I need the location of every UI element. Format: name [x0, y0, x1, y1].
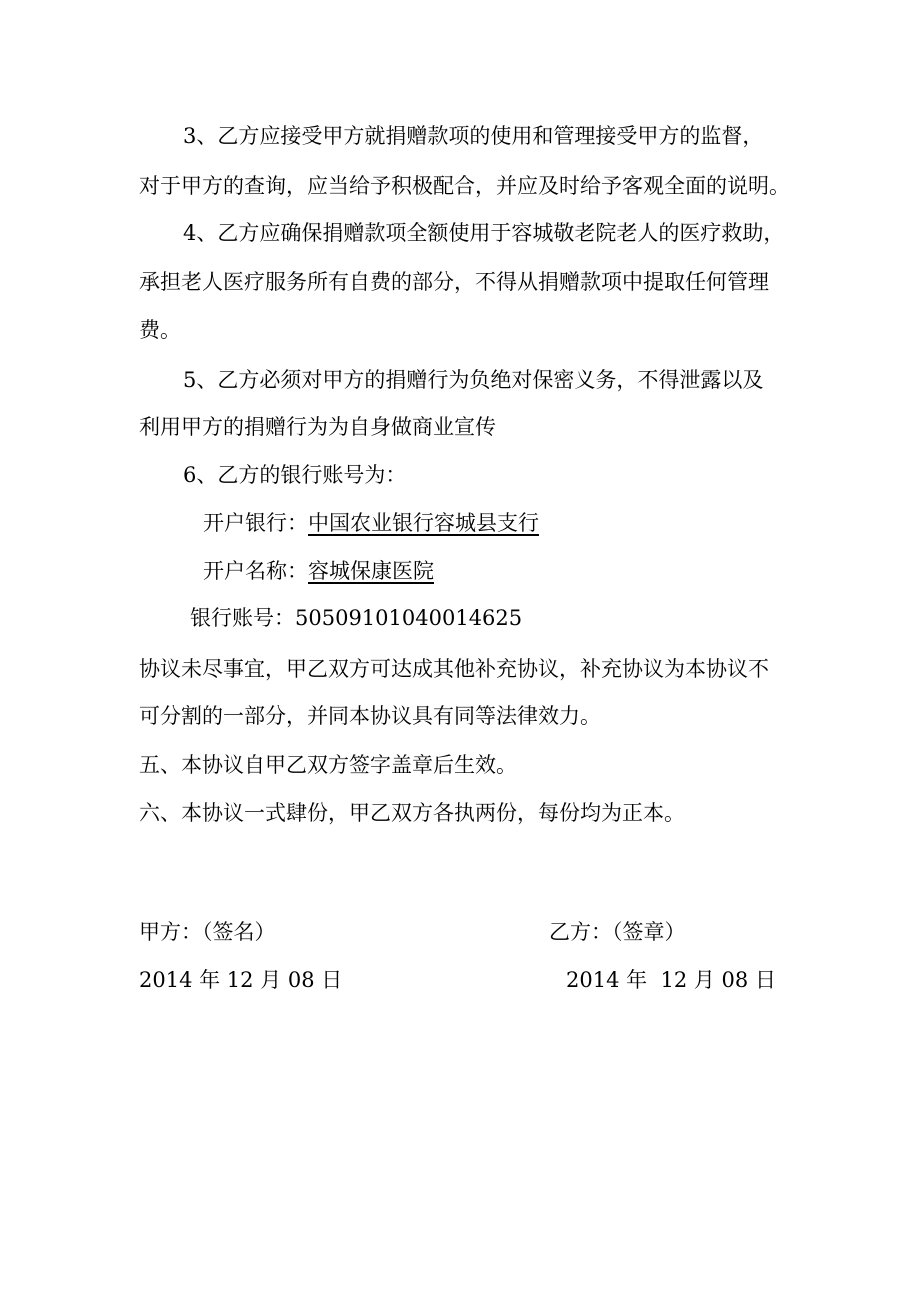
party-b-signature-label: 乙方：（签章） [549, 920, 686, 944]
clause-3-line-1: 3、乙方应接受甲方就捐赠款项的使用和管理接受甲方的监督， [183, 124, 764, 148]
clause-5-line-1: 5、乙方必须对甲方的捐赠行为负绝对保密义务，不得泄露以及 [183, 368, 764, 392]
bank-name-value: 中国农业银行容城县支行 [308, 511, 539, 535]
bank-name-label: 开户银行： [203, 511, 308, 535]
account-name-label: 开户名称： [203, 559, 308, 583]
account-number-value: 50509101040014625 [295, 606, 523, 630]
article-6: 六、本协议一式肆份，甲乙双方各执两份，每份均为正本。 [139, 801, 685, 825]
supplement-line-1: 协议未尽事宜，甲乙双方可达成其他补充协议，补充协议为本协议不 [139, 657, 769, 681]
bank-name-row [203, 509, 539, 537]
clause-5-line-2: 利用甲方的捐赠行为为自身做商业宣传 [139, 415, 496, 439]
clause-4-line-2: 承担老人医疗服务所有自费的部分，不得从捐赠款项中提取任何管理 [139, 270, 769, 294]
supplement-line-2: 可分割的一部分，并同本协议具有同等法律效力。 [139, 704, 601, 728]
party-b-date: 2014 年 12 月 08 日 [566, 968, 776, 992]
clause-3-line-2: 对于甲方的查询，应当给予积极配合，并应及时给予客观全面的说明。 [139, 174, 790, 198]
clause-4-line-1: 4、乙方应确保捐赠款项全额使用于容城敬老院老人的医疗救助， [183, 221, 785, 245]
account-number-label: 银行账号： [190, 606, 295, 630]
party-a-signature-label: 甲方：（签名） [139, 920, 276, 944]
party-a-date: 2014 年 12 月 08 日 [139, 968, 343, 992]
account-number-row [190, 604, 522, 632]
article-5: 五、本协议自甲乙双方签字盖章后生效。 [139, 753, 517, 777]
account-name-value: 容城保康医院 [308, 559, 434, 583]
clause-4-line-3: 费。 [139, 318, 181, 342]
account-name-row [203, 557, 434, 585]
clause-6-heading: 6、乙方的银行账号为： [183, 463, 407, 487]
